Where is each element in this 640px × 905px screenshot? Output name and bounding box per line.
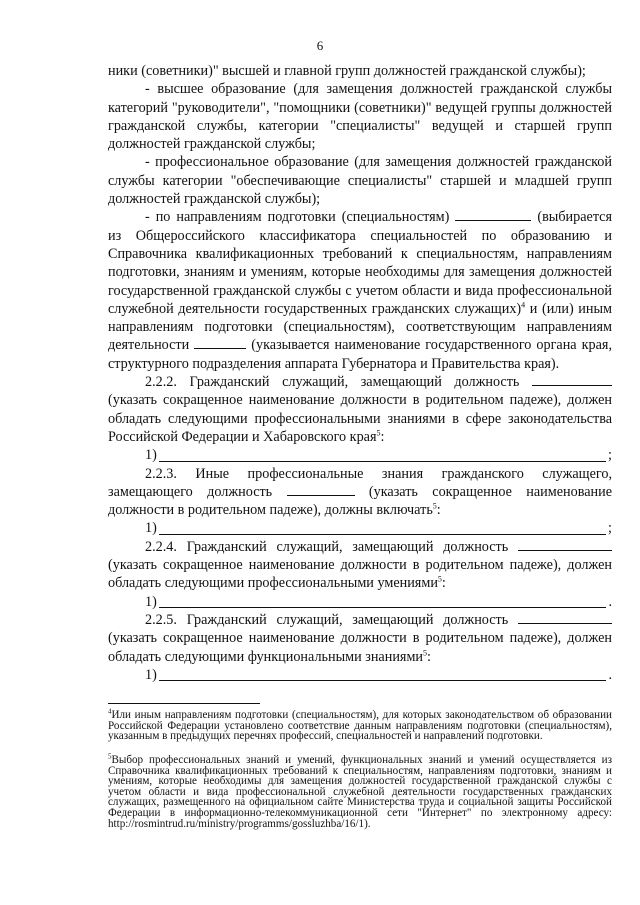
fill-row: 1) .: [145, 593, 612, 610]
footnote-5: $^5$Выбор профессиональных знаний и умений, функциональных знаний и умений осуществляется из Справочника квалификационных требований к специальностям, направлениям подготовки, знаниям и умениям, которые необходимы для замещения должностей государственной гражданской службы с учетом области и вида профессиональной служебной деятельности государственных гражданских служащих, размещенного на официальном сайте Министерства труда и социальной защиты Российской Федерации в информационно-телекоммуникационной сети "Интернет" по электронному адресу: http://rosmintrud.ru/ministry/programms/gossluzhba/16/1).: [108, 752, 612, 830]
fill-line: [159, 460, 606, 462]
footnote-number: 5: [108, 752, 112, 761]
paragraph-professional-education: - профессиональное образование (для замещения должностей гражданской службы категории "обеспечивающие специалисты" старшей и младшей групп должностей гражданской службы);: [108, 154, 612, 208]
fill-row: 1) .: [145, 666, 612, 683]
footnote-ref: 5: [423, 647, 428, 657]
fill-row: 1) ;: [145, 447, 612, 464]
fill-line: [159, 606, 607, 608]
section-2-2-5: 2.2.5. Гражданский служащий, замещающий должность (указать сокращенное наименование должности в родительном падеже), должен обладать следующими функциональными знаниями$^5$:: [108, 611, 612, 665]
fill-row: 1) ;: [145, 520, 612, 537]
footnote-ref: 4: [521, 300, 526, 310]
footnote-separator: [108, 703, 260, 704]
fill-line: [159, 679, 607, 681]
footnote-ref: 5: [376, 428, 381, 438]
blank-field: [194, 336, 246, 349]
blank-field: [518, 538, 612, 551]
footnote-ref: 5: [432, 501, 437, 511]
footnote-number: 4: [108, 707, 112, 716]
paragraph-continuation: ники (советники)" высшей и главной групп должностей гражданской службы);: [108, 63, 586, 79]
document-body: [108, 62, 612, 684]
section-2-2-4: 2.2.4. Гражданский служащий, замещающий должность (указать сокращенное наименование должности в родительном падеже), должен обладать следующими профессиональными умениями$^5$:: [108, 538, 612, 592]
footnote-4: $^4$Или иным направлениям подготовки (специальностям), для которых законодательством об образовании Российской Федерации установлено соответствие данным направлениям подготовки (специальностям), указанным в предыдущих перечнях профессий, специальностей и направлений подготовки.: [108, 707, 612, 743]
fill-line: [159, 533, 606, 535]
section-2-2-3: 2.2.3. Иные профессиональные знания гражданского служащего, замещающего должность (указать сокращенное наименование должности в родительном падеже), должны включать$^5$:: [108, 465, 613, 519]
blank-field: [287, 483, 355, 496]
paragraph-higher-education: - высшее образование (для замещения должностей гражданской службы категорий "руководители", "помощники (советники)" ведущей группы должностей гражданской службы, категории "специалисты" ведущей и старшей групп должностей гражданской службы;: [108, 81, 612, 153]
section-2-2-2: 2.2.2. Гражданский служащий, замещающий должность (указать сокращенное наименование должности в родительном падеже), должен обладать следующими профессиональными знаниями в сфере законодательства Российской Федерации и Хабаровского края$^5$:: [108, 374, 612, 445]
page-number: 6: [316, 38, 324, 53]
blank-field: [455, 208, 531, 221]
footnote-ref: 5: [437, 574, 442, 584]
blank-field: [532, 373, 612, 386]
paragraph-training-directions: - по направлениям подготовки (специальностям) (выбирается из Общероссийского классификатора специальностей по образованию и Справочника квалификационных требований к специальностям, направлениям подготовки, знаниям и умениям, которые необходимы для замещения должностей государственной гражданской службы с учетом области и вида профессиональной служебной деятельности государственных гражданских служащих)$^4$ и (или) иным направлениям подготовки (специальностям), соответствующим направлениям деятельности (указывается наименование государственного органа края, структурного подразделения аппарата Губернатора и Правительства края).: [108, 209, 613, 372]
blank-field: [518, 611, 612, 624]
